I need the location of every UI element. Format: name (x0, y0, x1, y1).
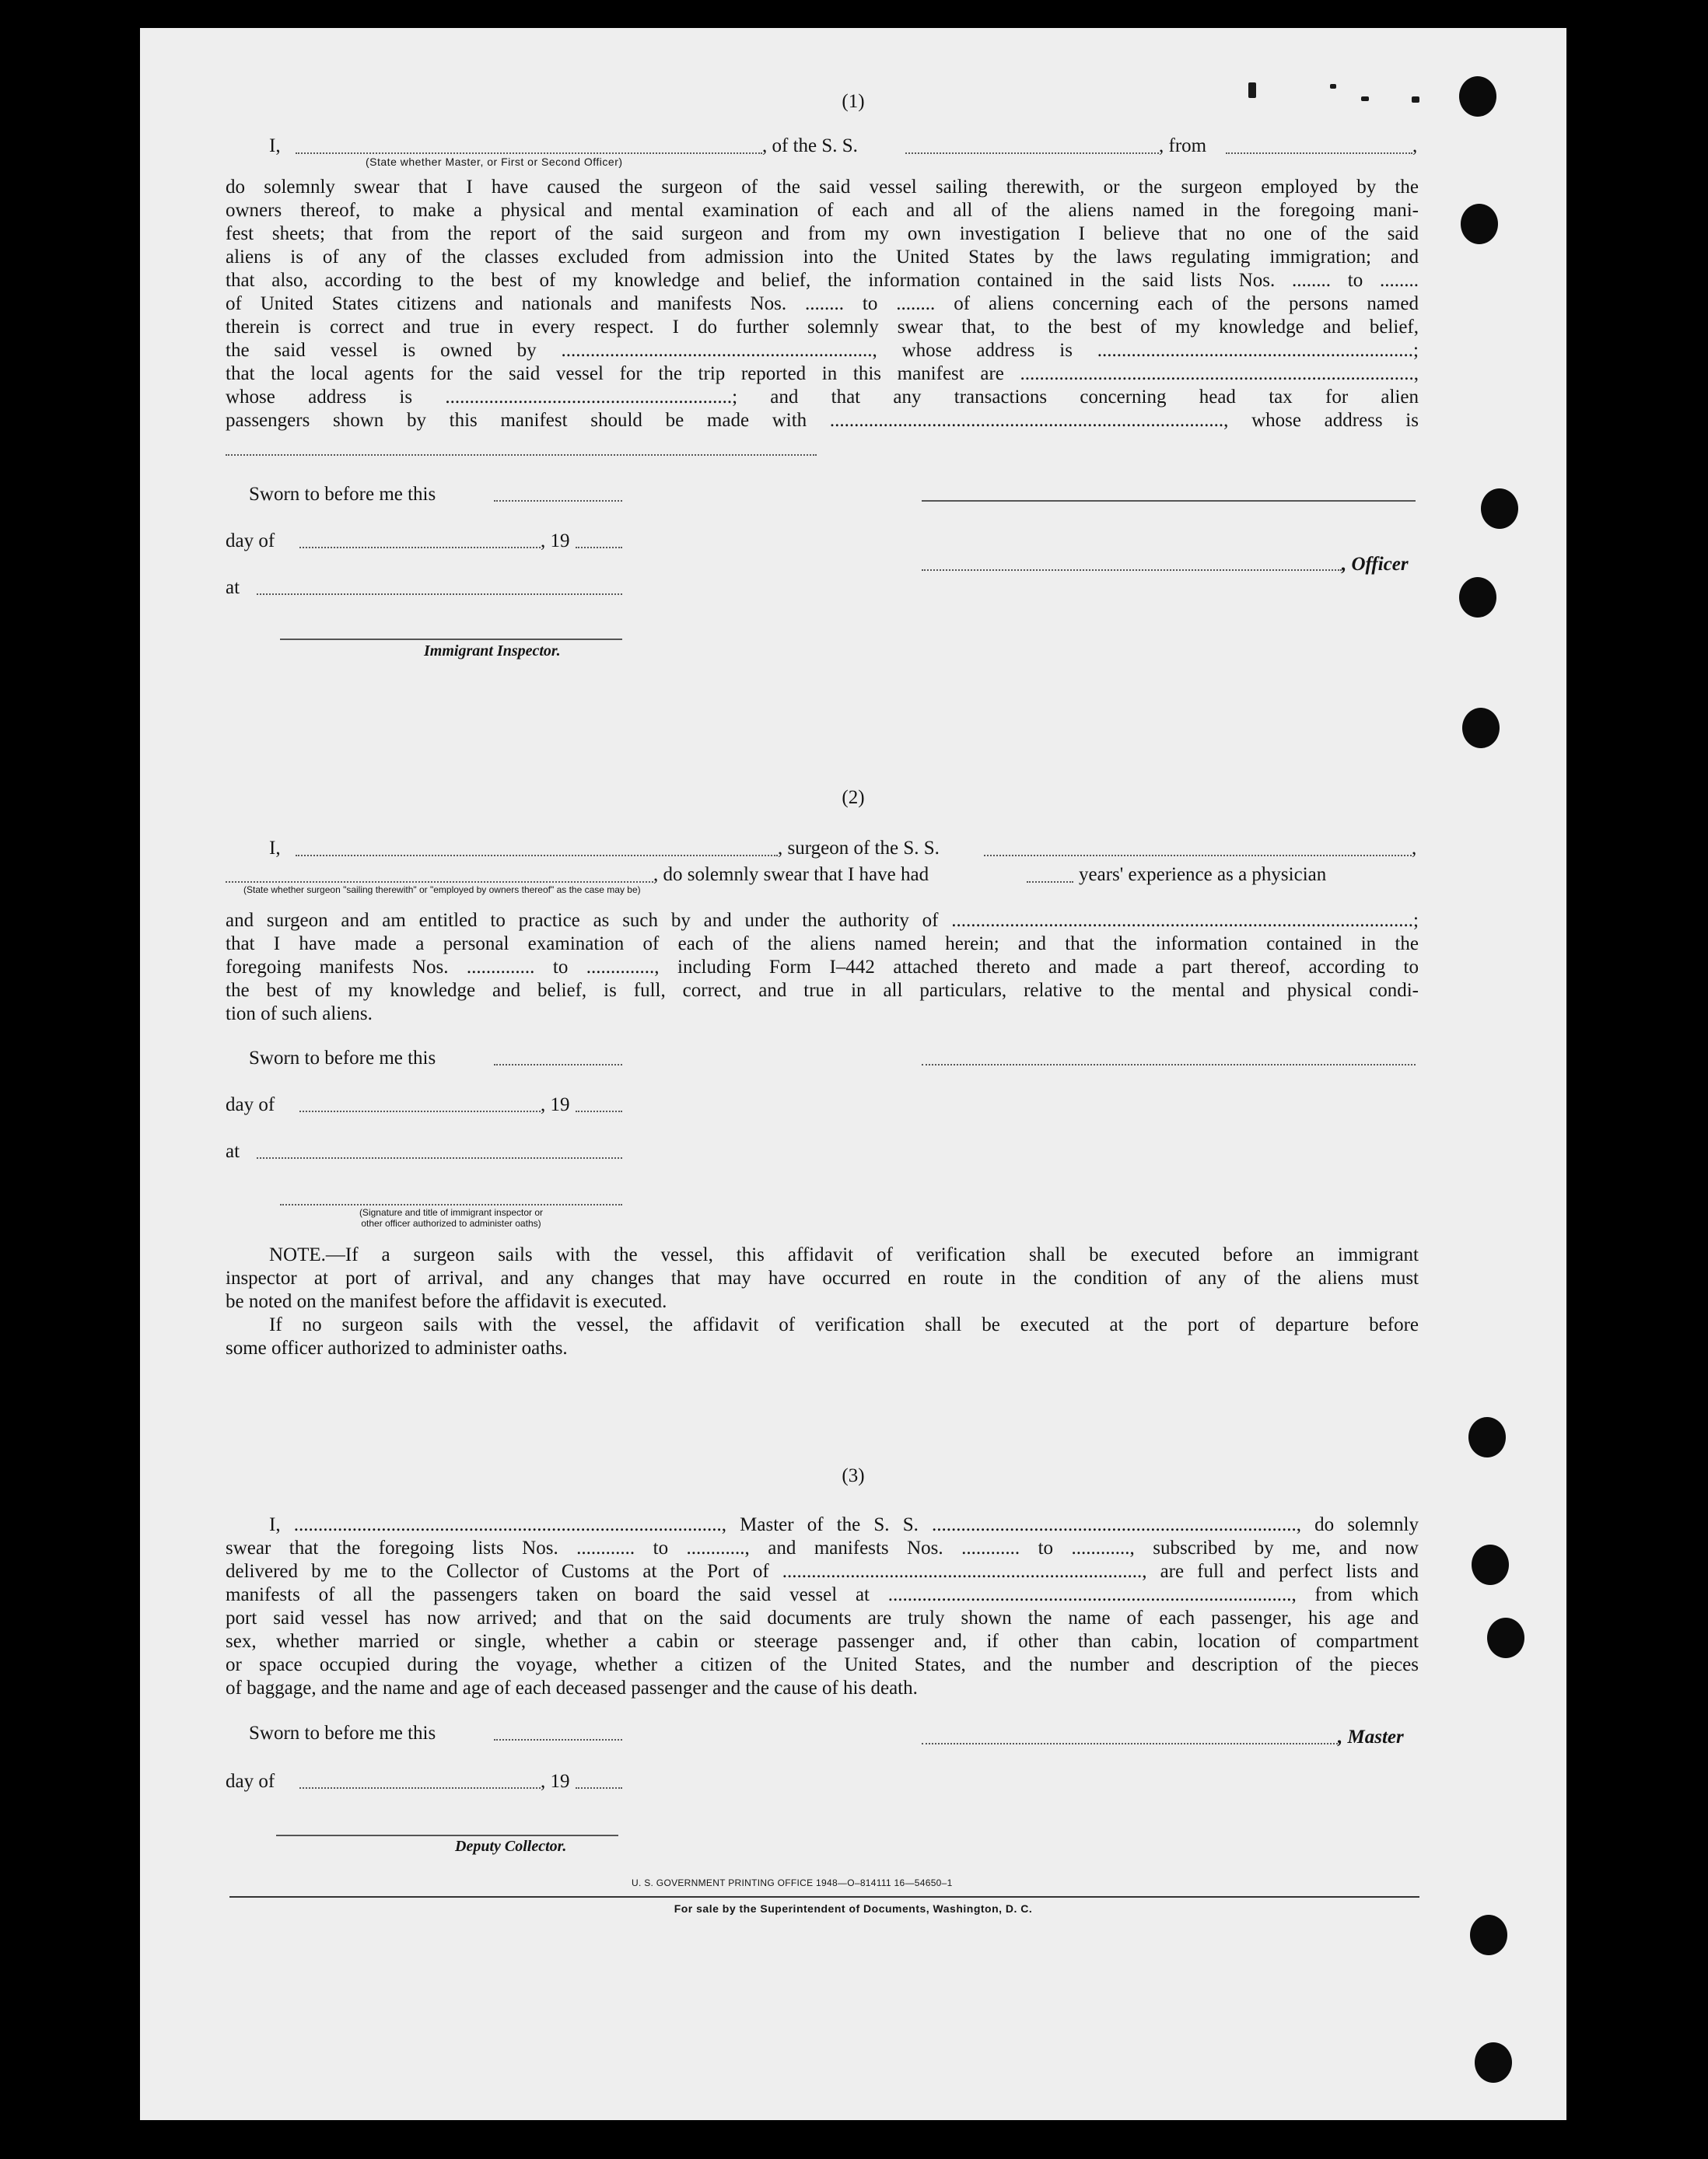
section1-year-field[interactable] (576, 547, 622, 548)
section1-day-field[interactable] (299, 547, 541, 548)
section1-body (226, 176, 1419, 432)
section2-signature-note-2: other officer authorized to administer oaths) (361, 1218, 541, 1229)
section1-at-label: at (226, 577, 240, 598)
section2-note-line: NOTE.—If a surgeon sails with the vessel, this affidavit of verification shall be executed before an immigrant (269, 1244, 1419, 1265)
section2-day-label: day of (226, 1094, 275, 1115)
section2-body (226, 909, 1419, 1026)
section1-body-line: therein is correct and true in every respect. I do further solemnly swear that, to the best of my knowledge and belief, (226, 317, 1419, 338)
punch-hole (1459, 577, 1496, 618)
section2-surgeon-type-field[interactable] (226, 881, 653, 883)
section3-body-line: delivered by me to the Collector of Customs at the Port of .........................................................................., are full and perfect lists and (226, 1561, 1419, 1582)
section2-sworn-label: Sworn to before me this (249, 1048, 436, 1069)
section1-body-line: whose address is ...........................................................; and that any transactions concerning head tax for alien (226, 387, 1419, 408)
section2-years-label: years' experience as a physician (1079, 864, 1327, 885)
section3-sworn-field[interactable] (494, 1739, 622, 1741)
section1-body-line: passengers shown by this manifest should be made with ................................................................................., whose address is (226, 410, 1419, 431)
section2-surgeon-signature-line[interactable] (922, 1064, 1416, 1066)
footer-rule (229, 1896, 1419, 1898)
section2-swear-label: , do solemnly swear that I have had (653, 864, 929, 885)
section1-officer-field[interactable] (296, 152, 762, 154)
section2-surgeon-label: , surgeon of the S. S. (778, 838, 940, 859)
section2-body-line: the best of my knowledge and belief, is full, correct, and true in all particulars, relative to the mental and physical condi- (226, 980, 1419, 1001)
section3-body-line: I, ........................................................................................, Master of the S. S. ..........................................................................., do solemnly (269, 1514, 1419, 1535)
section2-day-field[interactable] (299, 1111, 541, 1112)
section1-sworn-label: Sworn to before me this (249, 484, 436, 505)
section2-inspector-signature-line[interactable] (280, 1204, 622, 1205)
punch-hole (1459, 76, 1496, 117)
section2-sworn-field[interactable] (494, 1064, 622, 1066)
section3-master-signature-line[interactable] (922, 1743, 1338, 1744)
punch-hole (1481, 488, 1518, 529)
section2-body-line: foregoing manifests Nos. .............. to .............., including Form I–442 attached thereto and made a part thereof, according to (226, 957, 1419, 978)
section2-body-line: that I have made a personal examination of each of the aliens named herein; and that the information contained in the (226, 933, 1419, 954)
section1-body-line: the said vessel is owned by ................................................................, whose address is .................................................................; (226, 340, 1419, 361)
section2-state-note: (State whether surgeon "sailing therewith" or "employed by owners thereof" as the case may be) (243, 884, 641, 895)
scan-speck (1330, 84, 1336, 89)
form-page (140, 28, 1566, 2120)
section3-body-line: sex, whether married or single, whether a cabin or steerage passenger and, if other than cabin, location of compartment (226, 1631, 1419, 1652)
printing-office-line: U. S. GOVERNMENT PRINTING OFFICE 1948—O–814111 16—54650–1 (632, 1877, 953, 1888)
section1-officer-signature-line[interactable] (922, 500, 1416, 502)
section1-from-label: , from (1159, 135, 1207, 156)
section1-inspector-signature-line[interactable] (280, 639, 622, 640)
section1-heading: (1) (842, 91, 865, 112)
section1-day-label: day of (226, 530, 275, 551)
scan-speck (1248, 82, 1256, 98)
section2-at-field[interactable] (257, 1157, 622, 1159)
section3-body-line: of baggage, and the name and age of each deceased passenger and the cause of his death. (226, 1678, 918, 1699)
section2-comma: , (1412, 838, 1417, 859)
section2-note-line: some officer authorized to administer oaths. (226, 1338, 568, 1359)
punch-hole (1461, 204, 1498, 244)
section2-signature-note-1: (Signature and title of immigrant inspector or (359, 1207, 544, 1218)
section1-sworn-field[interactable] (494, 500, 622, 502)
section1-comma: , (1412, 135, 1418, 156)
section1-headtax-address-field[interactable] (226, 454, 817, 456)
section2-body-line: and surgeon and am entitled to practice as such by and under the authority of ...............................................................................................; (226, 910, 1419, 931)
section3-year-field[interactable] (576, 1787, 622, 1789)
section1-i-label: I, (269, 135, 281, 156)
section3-body-line: manifests of all the passengers taken on board the said vessel at ..................................................................................., from which (226, 1584, 1419, 1605)
punch-hole (1475, 2042, 1512, 2083)
section2-name-field[interactable] (296, 855, 778, 856)
section1-body-line: do solemnly swear that I have caused the surgeon of the said vessel sailing therewith, or the surgeon employed by the (226, 177, 1419, 198)
section3-day-field[interactable] (299, 1787, 541, 1789)
punch-hole (1470, 1915, 1507, 1955)
section2-ship-field[interactable] (984, 855, 1412, 856)
section2-year-field[interactable] (576, 1111, 622, 1112)
section1-body-line: owners thereof, to make a physical and mental examination of each and all of the aliens named in the foregoing mani- (226, 200, 1419, 221)
section3-body-line: or space occupied during the voyage, whether a citizen of the United States, and the number and description of the pieces (226, 1654, 1419, 1675)
section2-note-line: If no surgeon sails with the vessel, the affidavit of verification shall be executed at the port of departure before (269, 1314, 1419, 1335)
sale-line: For sale by the Superintendent of Documents, Washington, D. C. (674, 1902, 1033, 1915)
section2-year-label: , 19 (541, 1094, 570, 1115)
section2-note (226, 1244, 1419, 1360)
section3-year-label: , 19 (541, 1771, 570, 1792)
section1-officer-field-2[interactable] (922, 569, 1342, 571)
punch-hole (1462, 708, 1500, 748)
section3-body (226, 1513, 1419, 1700)
section1-at-field[interactable] (257, 593, 622, 595)
section2-years-field[interactable] (1027, 881, 1073, 883)
section3-master-label: , Master (1338, 1727, 1404, 1748)
scan-speck (1412, 96, 1419, 103)
section3-deputy-label: Deputy Collector. (455, 1838, 567, 1855)
section1-body-line: aliens is of any of the classes excluded from admission into the United States by the laws regulating immigration; and (226, 247, 1419, 268)
section1-year-label: , 19 (541, 530, 570, 551)
section1-from-field[interactable] (1226, 152, 1412, 154)
section1-officer-label: , Officer (1342, 554, 1409, 575)
section1-body-line: that the local agents for the said vessel for the trip reported in this manifest are ................................................................................., (226, 363, 1419, 384)
punch-hole (1472, 1545, 1509, 1585)
section3-sworn-label: Sworn to before me this (249, 1723, 436, 1744)
section3-day-label: day of (226, 1771, 275, 1792)
punch-hole (1468, 1417, 1506, 1457)
section1-body-line: of United States citizens and nationals and manifests Nos. ........ to ........ of aliens concerning each of the persons named (226, 293, 1419, 314)
section1-of-ss-label: , of the S. S. (762, 135, 858, 156)
section2-at-label: at (226, 1141, 240, 1162)
section3-body-line: port said vessel has now arrived; and that on the said documents are truly shown the name of each passenger, his age and (226, 1608, 1419, 1629)
section3-body-line: swear that the foregoing lists Nos. ............ to ............, and manifests Nos. ............ to ............, subscribed by me, and now (226, 1538, 1419, 1559)
section2-note-line: inspector at port of arrival, and any changes that may have occurred en route in the condition of any of the aliens must (226, 1268, 1419, 1289)
section3-heading: (3) (842, 1465, 865, 1486)
section1-body-line: that also, according to the best of my knowledge and belief, the information contained in the said lists Nos. ........ to ........ (226, 270, 1419, 291)
section2-heading: (2) (842, 787, 865, 808)
scan-speck (1361, 96, 1369, 101)
section3-deputy-signature-line[interactable] (276, 1835, 618, 1836)
section1-ship-field[interactable] (905, 152, 1159, 154)
punch-hole (1487, 1618, 1524, 1658)
section1-state-note: (State whether Master, or First or Second Officer) (366, 156, 623, 168)
section1-inspector-label: Immigrant Inspector. (424, 642, 561, 660)
section1-body-line: fest sheets; that from the report of the said surgeon and from my own investigation I believe that no one of the said (226, 223, 1419, 244)
section2-note-line: be noted on the manifest before the affidavit is executed. (226, 1291, 667, 1312)
section2-i-label: I, (269, 838, 281, 859)
section2-body-line: tion of such aliens. (226, 1003, 373, 1024)
